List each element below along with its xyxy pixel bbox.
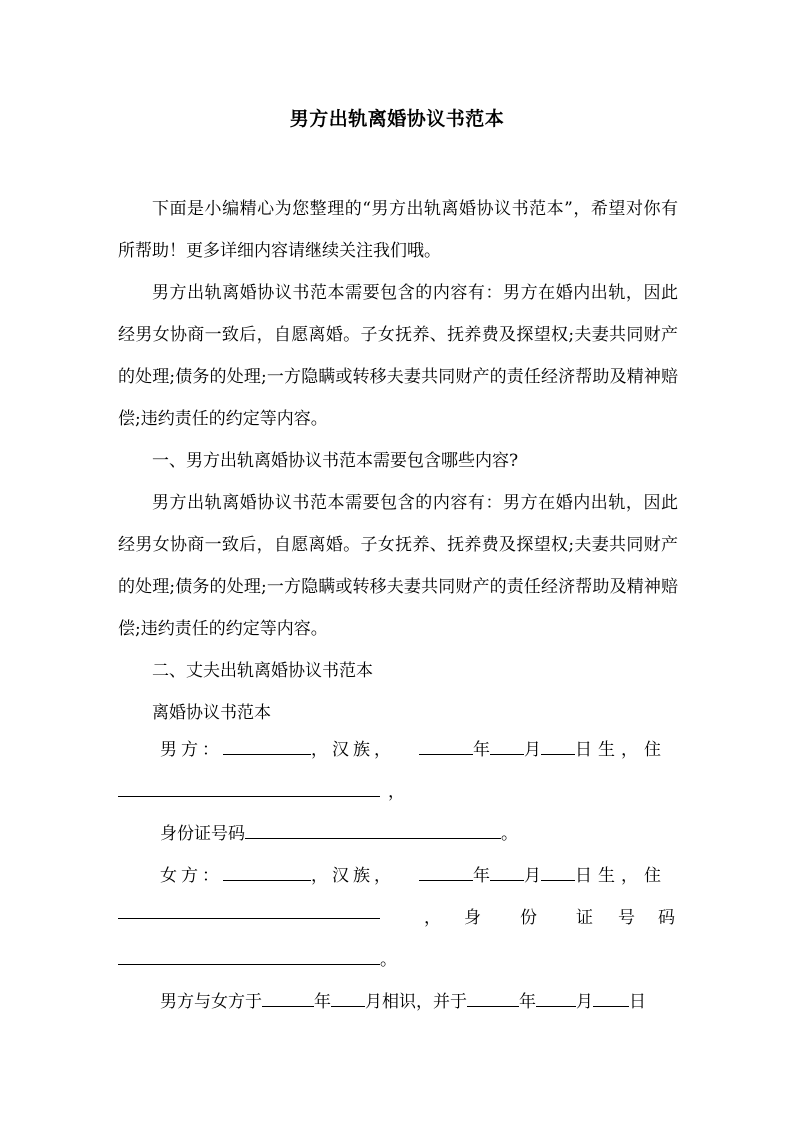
year-label: 年 (519, 992, 536, 1012)
period: 。 (380, 950, 397, 970)
month-label: 月 (524, 740, 541, 760)
id-char: 证 (576, 908, 593, 928)
meet-month-blank (331, 991, 365, 1007)
document-title: 男方出轨离婚协议书范本 (289, 108, 505, 130)
day-label: 日 (629, 992, 646, 1012)
marry-day-blank (593, 991, 629, 1007)
man-name-blank (223, 739, 311, 755)
marry-month-blank (536, 991, 576, 1007)
month-label: 月 (576, 992, 593, 1012)
man-id-blank (245, 823, 501, 839)
meeting-line (160, 987, 646, 1012)
section1-paragraph: 男方出轨离婚协议书范本需要包含的内容有：男方在婚内出轨，因此经男女协商一致后，自愿离婚。子女抚养、抚养费及探望权;夫妻共同财产的处理;债务的处理;一方隐瞒或转移夫妻共同财产的责任经济帮助及精神赔偿;违约责任的约定等内容。 (118, 493, 678, 639)
section1-heading: 一、男方出轨离婚协议书范本需要包含哪些内容? (152, 451, 519, 471)
man-birth-month-blank (490, 739, 524, 755)
man-birth-day-blank (541, 739, 575, 755)
man-id-line (160, 819, 518, 844)
id-char: 份 (520, 908, 537, 928)
woman-id-blank (118, 949, 380, 965)
marry-year-blank (467, 991, 519, 1007)
day-born-label: 日生，住 (575, 740, 667, 760)
summary-paragraph: 男方出轨离婚协议书范本需要包含的内容有：男方在婚内出轨，因此经男女协商一致后，自愿离婚。子女抚养、抚养费及探望权;夫妻共同财产的处理;债务的处理;一方隐瞒或转移夫妻共同财产的责任经济帮助及精神赔偿;违约责任的约定等内容。 (118, 283, 678, 429)
man-birth-year-blank (419, 739, 473, 755)
woman-address-line (118, 903, 678, 928)
year-label: 年 (473, 866, 490, 886)
document-body (118, 188, 678, 734)
intro-paragraph: 下面是小编精心为您整理的“男方出轨离婚协议书范本”，希望对你有所帮助！更多详细内容请继续关注我们哦。 (118, 199, 678, 261)
meet-year-blank (262, 991, 314, 1007)
template-title: 离婚协议书范本 (152, 703, 271, 723)
woman-id-line (118, 945, 397, 970)
id-char: 身 (464, 908, 481, 928)
man-address-line (118, 777, 405, 802)
woman-birth-day-blank (541, 865, 575, 881)
man-address-blank (118, 781, 380, 797)
period: 。 (501, 824, 518, 844)
month-label: 月 (524, 866, 541, 886)
meet-mid: 月相识，并于 (365, 992, 467, 1012)
comma: ， (388, 782, 405, 802)
comma: ， (424, 908, 441, 928)
woman-name-blank (223, 865, 311, 881)
man-id-label: 身份证号码 (160, 824, 245, 844)
id-char: 号 (618, 908, 635, 928)
year-label: 年 (473, 740, 490, 760)
man-info-line (160, 735, 667, 760)
day-born-label: 日生，住 (575, 866, 667, 886)
section2-heading: 二、丈夫出轨离婚协议书范本 (152, 661, 373, 681)
man-ethnicity: ，汉族， (311, 740, 395, 760)
woman-label: 女方： (160, 866, 223, 886)
year-label: 年 (314, 992, 331, 1012)
meet-prefix: 男方与女方于 (160, 992, 262, 1012)
id-char: 码 (658, 908, 675, 928)
woman-birth-year-blank (419, 865, 473, 881)
man-label: 男方： (160, 740, 223, 760)
woman-ethnicity: ，汉族， (311, 866, 395, 886)
woman-birth-month-blank (490, 865, 524, 881)
woman-info-line (160, 861, 667, 886)
woman-address-blank (118, 903, 380, 919)
